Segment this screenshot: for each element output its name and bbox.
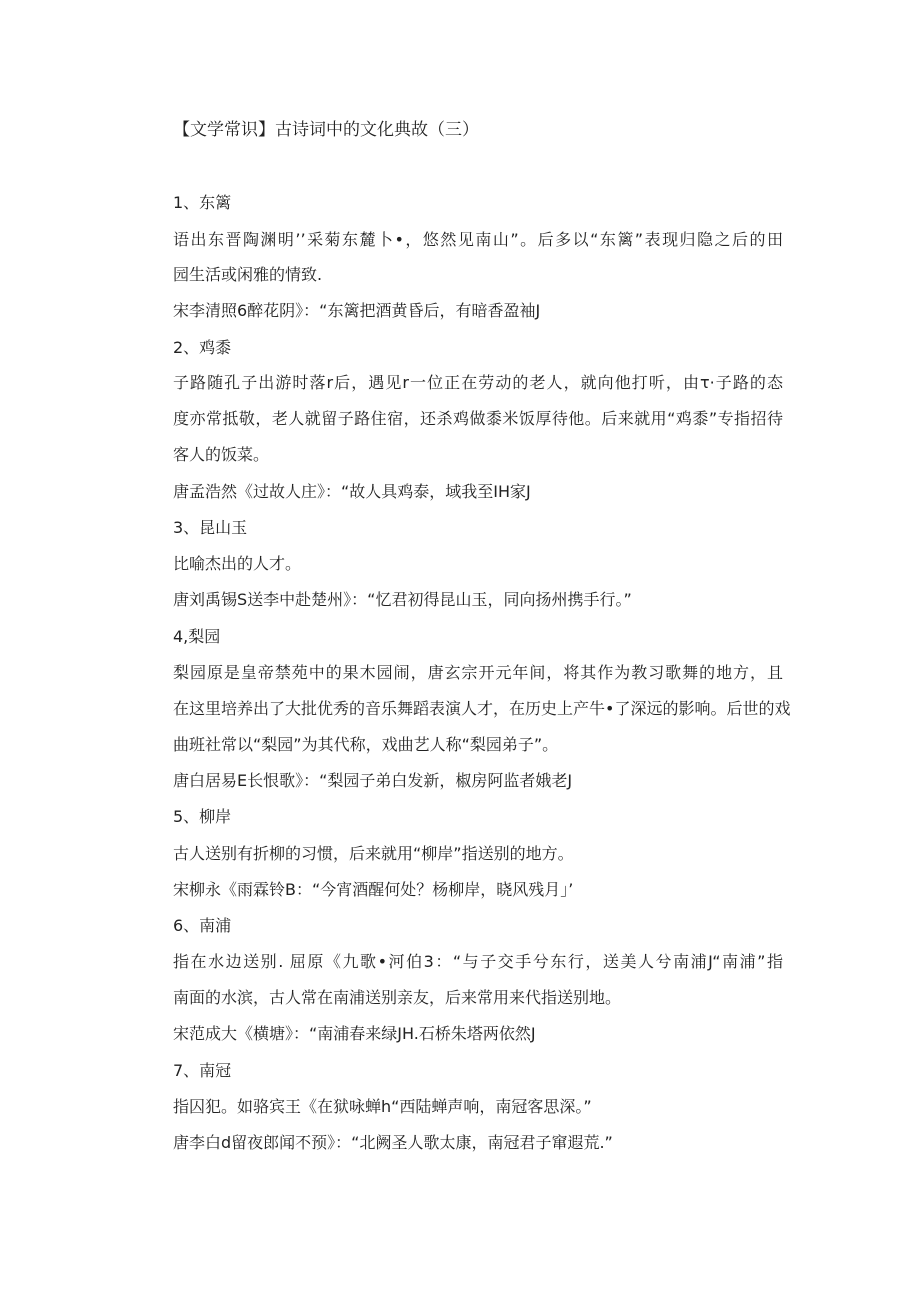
item-heading: 3、昆山玉	[173, 518, 248, 537]
item-body-line: 度亦常抵敬，老人就留子路住宿，还杀鸡做黍米饭厚待他。后来就用“鸡黍”专指招待	[173, 409, 783, 428]
item-body-line: 比喻杰出的人才。	[173, 554, 302, 573]
item-quote: 唐刘禹锡S送李中赴楚州》：“忆君初得昆山玉，同向扬州携手行。”	[173, 590, 632, 609]
item-body-line: 指囚犯。如骆宾王《在狱咏蝉h“西陆蝉声响，南冠客思深。”	[173, 1097, 592, 1116]
item-body-line: 曲班社常以“梨园”为其代称，戏曲艺人称“梨园弟子”。	[173, 735, 559, 754]
item-quote: 唐李白d留夜郎闻不预》：“北阙圣人歌太康，南冠君子窜遐荒.”	[173, 1133, 613, 1152]
item-quote: 宋李清照6醉花阴》：“东篱把酒黄昏后，有暗香盈袖J	[173, 301, 541, 320]
item-quote: 宋范成大《横塘》：“南浦春来绿JH.石桥朱塔两依然J	[173, 1024, 536, 1043]
item-body-line: 梨园原是皇帝禁苑中的果木园闹，唐玄宗开元年间，将其作为教习歌舞的地方，且	[173, 663, 783, 682]
item-heading: 6、南浦	[173, 916, 232, 935]
page-title: 【文学常识】古诗词中的文化典故（三）	[173, 120, 479, 140]
item-body-line: 指在水边送别. 屈原《九歌•河伯3：“与子交手兮东行，送美人兮南浦J“南浦”指	[173, 952, 783, 971]
item-body-line: 古人送别有折柳的习惯，后来就用“柳岸”指送别的地方。	[173, 844, 574, 863]
item-quote: 宋柳永《雨霖铃B：“今宵酒醒何处？杨柳岸，晓风残月」’	[173, 880, 574, 899]
item-body-line: 园生活或闲雅的情致.	[173, 265, 323, 284]
item-body-line: 客人的饭菜。	[173, 445, 270, 464]
item-body-line: 语出东晋陶渊明’’采菊东麓卜•，悠然见南山”。后多以“东篱”表现归隐之后的田	[173, 230, 783, 249]
item-heading: 2、鸡黍	[173, 338, 232, 357]
item-heading: 4,梨园	[173, 627, 221, 646]
item-body-line: 南面的水滨，古人常在南浦送别亲友，后来常用来代指送别地。	[173, 988, 622, 1007]
item-heading: 7、南冠	[173, 1061, 232, 1080]
item-heading: 5、柳岸	[173, 807, 232, 826]
item-heading: 1、东篱	[173, 193, 232, 212]
item-body-line: 在这里培养出了大批优秀的音乐舞蹈表演人才，在历史上产牛•了深远的影响。后世的戏	[173, 699, 791, 718]
item-body-line: 子路随孔子出游时落r后，遇见r一位正在劳动的老人，就向他打听，由τ·子路的态	[173, 373, 783, 392]
item-quote: 唐孟浩然《过故人庄》：“故人具鸡泰，域我至IH家J	[173, 482, 531, 501]
item-quote: 唐白居易E长恨歌》：“梨园子弟白发新，椒房阿监者娥老J	[173, 771, 573, 790]
